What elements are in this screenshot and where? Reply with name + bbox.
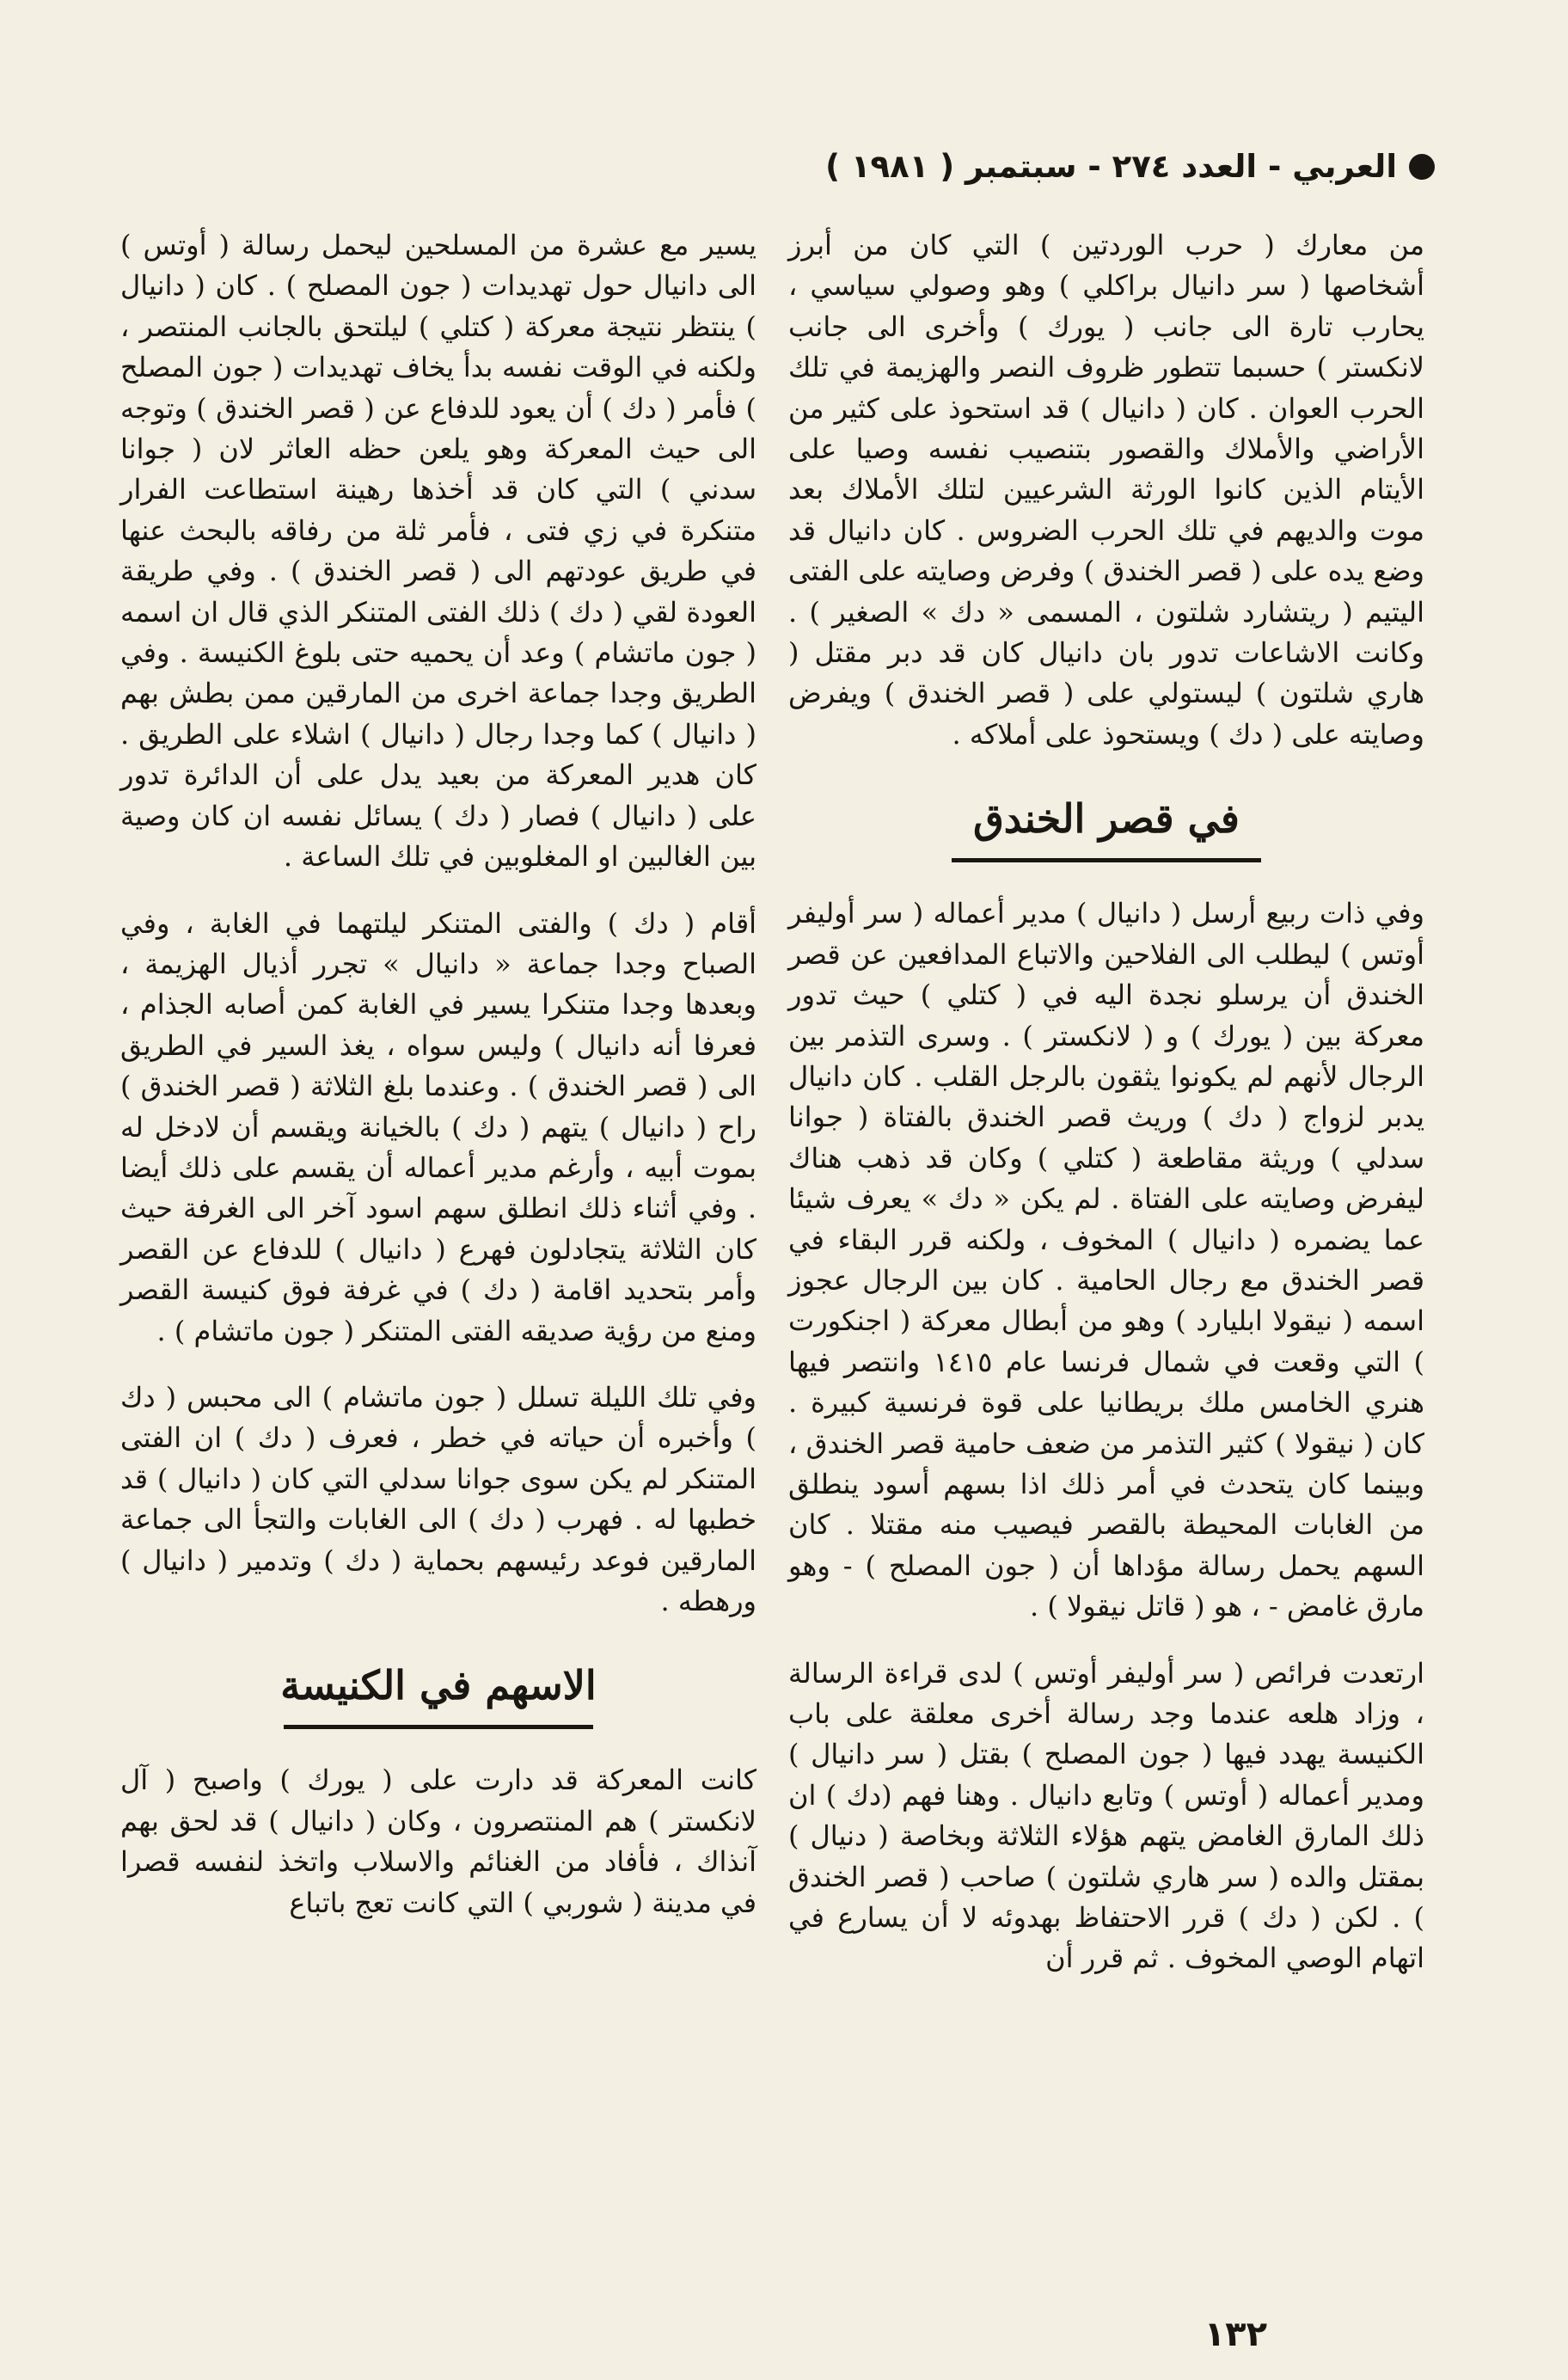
- page-header: [747, 148, 1435, 185]
- left-column: [120, 225, 756, 1949]
- bullet-icon: [1409, 154, 1435, 180]
- paragraph: ارتعدت فرائص ( سر أوليفر أوتس ) لدى قراءة الرسالة ، وزاد هلعه عندما وجد رسالة أخرى معلقة على باب الكنيسة يهدد فيها ( جون المصلح ) بقتل ( سر دانيال ) ومدير أعماله ( أوتس ) وتابع دانيال . وهنا فهم (دك ) ان ذلك المارق الغامض يتهم هؤلاء الثلاثة وبخاصة ( دنيال ) بمقتل والده ( سر هاري شلتون ) صاحب ( قصر الخندق ) . لكن ( دك ) قرر الاحتفاظ بهدوئه لا أن يسارع في اتهام الوصي المخوف . ثم قرر أن: [788, 1656, 1424, 1975]
- issue-title: العربي - العدد ٢٧٤ - سبتمبر ( ١٩٨١ ): [825, 148, 1397, 185]
- page-number: ١٣٢: [1204, 2315, 1267, 2354]
- section-divider: [952, 858, 1261, 862]
- paragraph: وفي تلك الليلة تسلل ( جون ماتشام ) الى محبس ( دك ) وأخبره أن حياته في خطر ، فعرف ( دك ) ان الفتى المتنكر لم يكن سوى جوانا سدلي التي كان ( دانيال ) قد خطبها له . فهرب ( دك ) الى الغابات والتجأ الى جماعة المارقين فوعد رئيسهم بحماية ( دك ) وتدمير ( دانيال ) ورهطه .: [120, 1380, 756, 1617]
- section-title: الاسهم في الكنيسة: [280, 1662, 597, 1709]
- paragraph: يسير مع عشرة من المسلحين ليحمل رسالة ( أوتس ) الى دانيال حول تهديدات ( جون المصلح ) . كان ( دانيال ) ينتظر نتيجة معركة ( كتلي ) ليلتحق بالجانب المنتصر ، ولكنه في الوقت نفسه بدأ يخاف تهديدات ( جون المصلح ) فأمر ( دك ) أن يعود للدفاع عن ( قصر الخندق ) وتوجه الى حيث المعركة وهو يلعن حظه العاثر لان ( جوانا سدني ) التي كان قد أخذها رهينة استطاعت الفرار متنكرة في زي فتى ، فأمر ثلة من رفاقه بالبحث عنها في طريق عودتهم الى ( قصر الخندق ) . وفي طريقة العودة لقي ( دك ) ذلك الفتى المتنكر الذي قال ان اسمه ( جون ماتشام ) وعد أن يحميه حتى بلوغ الكنيسة . وفي الطريق وجدا جماعة اخرى من المارقين ممن بطش بهم ( دانيال ) كما وجدا رجال ( دانيال ) اشلاء على الطريق . كان هدير المعركة من بعيد يدل على أن الدائرة تدور على ( دانيال ) فصار ( دك ) يسائل نفسه ان كان وصية بين الغالبين او المغلوبين في تلك الساعة .: [120, 229, 757, 874]
- paragraph: وفي ذات ربيع أرسل ( دانيال ) مدير أعماله ( سر أوليفر أوتس ) ليطلب الى الفلاحين والاتباع المدافعين عن قصر الخندق أن يرسلو نجدة اليه في ( كتلي ) حيث تدور معركة بين ( يورك ) و ( لانكستر ) . وسرى التذمر بين الرجال لأنهم لم يكونوا يثقون بالرجل القلب . كان دانيال يدبر لزواج ( دك ) وريث قصر الخندق بالفتاة ( جوانا سدلي ) وريثة مقاطعة ( كتلي ) وكان قد ذهب هناك ليفرض وصايته على الفتاة . لم يكن « دك » يعرف شيئا عما يضمره ( دانيال ) المخوف ، ولكنه قرر البقاء في قصر الخندق مع رجال الحامية . كان بين الرجال عجوز اسمه ( نيقولا ابليارد ) وهو من أبطال معركة ( اجنكورت ) التي وقعت في شمال فرنسا عام ١٤١٥ وانتصر فيها هنري الخامس ملك بريطانيا على قوة فرنسية كبيرة . كان ( نيقولا ) كثير التذمر من ضعف حامية قصر الخندق ، وبينما كان يتحدث في أمر ذلك اذا بسهم أسود ينطلق من الغابات المحيطة بالقصر فيصيب منه مقتلا . كان السهم يحمل رسالة مؤداها أن ( جون المصلح ) - وهو مارق غامض - ، هو ( قاتل نيقولا ) .: [788, 897, 1425, 1623]
- paragraph: كانت المعركة قد دارت على ( يورك ) واصبح ( آل لانكستر ) هم المنتصرون ، وكان ( دانيال ) قد لحق بهم آنذاك ، فأفاد من الغنائم والاسلاب واتخذ لنفسه قصرا في مدينة ( شوربي ) التي كانت تعج باتباع: [120, 1764, 756, 1919]
- paragraph: أقام ( دك ) والفتى المتنكر ليلتهما في الغابة ، وفي الصباح وجدا جماعة « دانيال » تجرر أذيال الهزيمة ، وبعدها وجدا متنكرا يسير في الغابة كمن أصابه الجذام ، فعرفا أنه دانيال ) وليس سواه ، يغذ السير في الطريق الى ( قصر الخندق ) . وعندما بلغ الثلاثة ( قصر الخندق ) راح ( دانيال ) يتهم ( دك ) بالخيانة ويقسم أن لادخل له بموت أبيه ، وأرغم مدير أعماله أن يقسم على ذلك أيضا . وفي أثناء ذلك انطلق سهم اسود آخر الى الغرفة حيث كان الثلاثة يتجادلون فهرع ( دانيال ) للدفاع عن القصر وأمر بتحديد اقامة ( دك ) في غرفة فوق كنيسة القصر ومنع من رؤية صديقه الفتى المتنكر ( جون ماتشام ) .: [120, 906, 757, 1347]
- section-title: في قصر الخندق: [973, 795, 1240, 843]
- paragraph: من معارك ( حرب الوردتين ) التي كان من أبرز أشخاصها ( سر دانيال براكلي ) وهو وصولي سياسي ، يحارب تارة الى جانب ( يورك ) وأخرى الى جانب لانكستر ) حسبما تتطور ظروف النصر والهزيمة في تلك الحرب العوان . كان ( دانيال ) قد استحوذ على كثير من الأراضي والأملاك والقصور بتنصيب نفسه وصيا على الأيتام الذين كانوا الورثة الشرعيين لتلك الأملاك بعد موت والديهم في تلك الحرب الضروس . كان دانيال قد وضع يده على ( قصر الخندق ) وفرض وصايته على الفتى اليتيم ( ريتشارد شلتون ، المسمى « دك » الصغير ) . وكانت الاشاعات تدور بان دانيال كان قد دبر مقتل ( هاري شلتون ) ليستولي على ( قصر الخندق ) ويفرض وصايته على ( دك ) ويستحوذ على أملاكه .: [788, 229, 1425, 751]
- section-divider: [284, 1725, 593, 1729]
- right-column: [788, 225, 1424, 2005]
